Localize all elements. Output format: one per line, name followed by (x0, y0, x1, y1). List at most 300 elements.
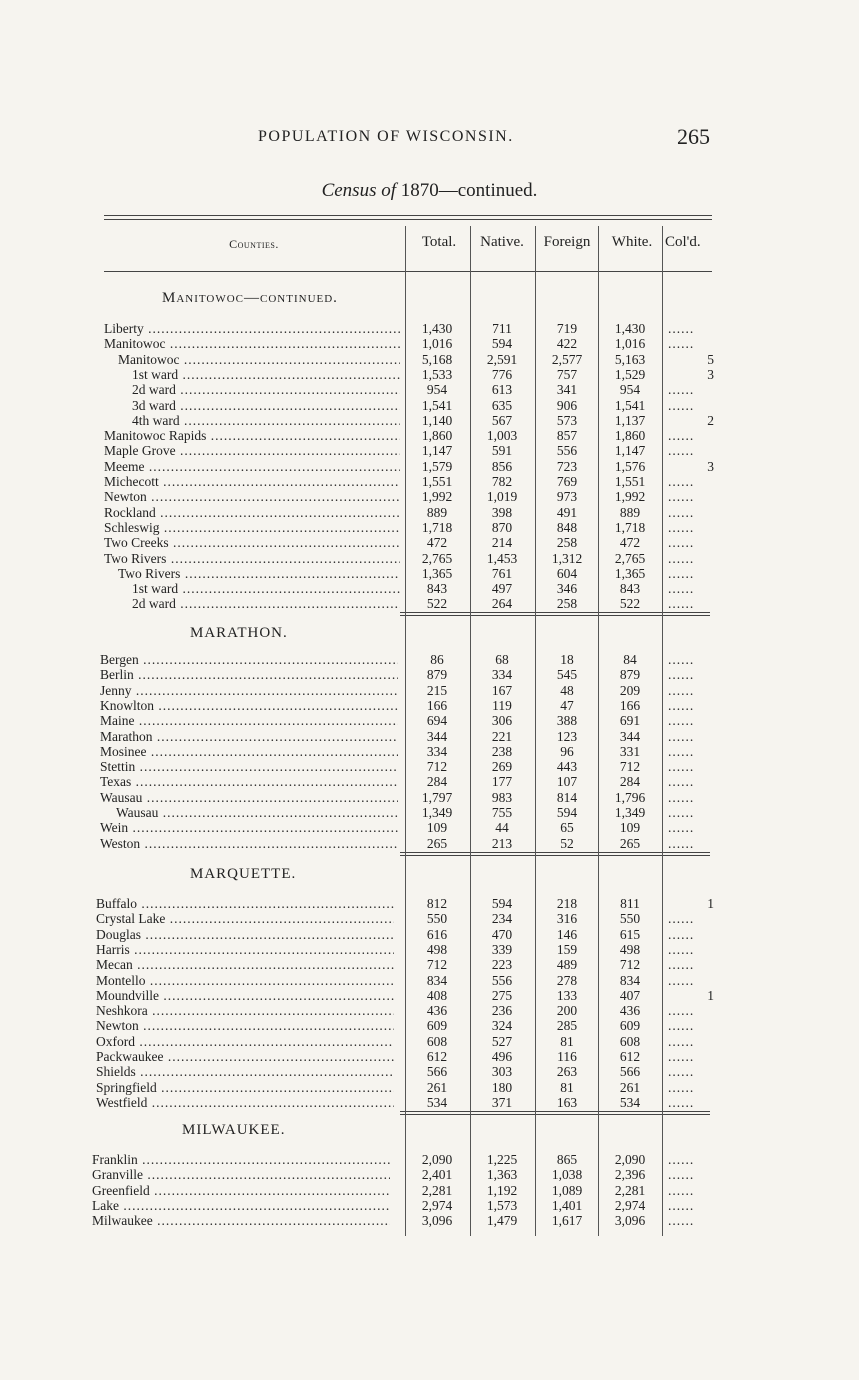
cell-colored: ...... (668, 835, 695, 851)
county-name: Westfield ..... (96, 1095, 394, 1110)
cell-native: 2,591 (486, 351, 518, 367)
page-header (0, 126, 859, 152)
table-row (0, 489, 859, 504)
col-header-total: Total. (421, 234, 457, 250)
cell-colored: ...... (668, 774, 695, 790)
section-divider (400, 855, 710, 856)
cell-colored: ...... (668, 397, 695, 413)
cell-total: 534 (426, 1094, 448, 1110)
table-row (0, 367, 859, 382)
table-row (0, 1198, 859, 1213)
cell-white: 811 (620, 896, 640, 911)
cell-total: 1,365 (421, 565, 453, 581)
cell-colored: ...... (668, 519, 695, 535)
table-row (0, 505, 859, 520)
cell-native: 1,573 (486, 1197, 518, 1213)
table-row (0, 805, 859, 820)
county-name: Two Rivers ..... (118, 566, 400, 581)
county-name: Buffalo ..... (96, 896, 394, 911)
cell-colored: ...... (668, 550, 695, 566)
county-name: Wausau ..... (100, 790, 398, 805)
cell-colored: ...... (668, 1064, 695, 1080)
cell-colored: 1 (707, 896, 714, 911)
county-name: 1st ward ..... (132, 367, 400, 382)
cell-total: 2,974 (421, 1197, 453, 1213)
table-row (0, 596, 859, 611)
table-top-rule (104, 215, 712, 220)
cell-total: 712 (426, 759, 448, 775)
cell-white: 498 (619, 941, 641, 957)
col-header-counties: Counties. (229, 237, 279, 251)
table-row (0, 957, 859, 972)
cell-white: 843 (619, 581, 641, 597)
cell-colored: ...... (668, 1018, 695, 1034)
cell-colored: ...... (668, 1003, 695, 1019)
county-name: Manitowoc Rapids ..... (104, 428, 400, 443)
county-name: Meeme ..... (104, 459, 400, 474)
cell-native: 591 (491, 443, 513, 459)
cell-colored: 3 (707, 366, 714, 382)
county-name: Lake ..... (92, 1198, 390, 1213)
cell-total: 498 (426, 941, 448, 957)
cell-native: 339 (491, 941, 513, 957)
cell-native: 44 (495, 820, 509, 836)
cell-white: 879 (619, 667, 641, 683)
cell-foreign: 757 (556, 366, 578, 382)
cell-foreign: 107 (556, 774, 578, 790)
column-rule (598, 226, 599, 1236)
cell-colored: 2 (707, 412, 714, 428)
county-name: Mosinee ..... (100, 744, 398, 759)
cell-white: 436 (619, 1003, 641, 1019)
cell-white: 1,016 (614, 336, 646, 352)
county-name: 3d ward ..... (132, 398, 400, 413)
cell-colored: ...... (668, 789, 695, 805)
cell-native: 236 (491, 1003, 513, 1019)
cell-native: 324 (491, 1018, 513, 1034)
cell-foreign: 545 (556, 667, 578, 683)
column-rule (405, 226, 406, 1236)
cell-foreign: 81 (560, 1079, 574, 1095)
cell-native: 856 (491, 458, 513, 474)
cell-native: 1,479 (486, 1213, 518, 1229)
cell-colored: ...... (668, 382, 695, 398)
county-name: Oxford ..... (96, 1034, 394, 1049)
cell-total: 261 (426, 1079, 448, 1095)
cell-total: 812 (426, 896, 448, 911)
table-row (0, 744, 859, 759)
cell-native: 275 (491, 987, 513, 1003)
cell-colored: ...... (668, 1213, 695, 1229)
cell-colored: ...... (668, 759, 695, 775)
county-name: Moundville ..... (96, 988, 394, 1003)
cell-foreign: 163 (556, 1094, 578, 1110)
cell-colored: ...... (668, 682, 695, 698)
cell-colored: ...... (668, 1094, 695, 1110)
cell-white: 84 (623, 652, 637, 667)
cell-native: 303 (491, 1064, 513, 1080)
cell-total: 408 (426, 987, 448, 1003)
cell-white: 2,974 (614, 1197, 646, 1213)
cell-white: 407 (619, 987, 641, 1003)
section-divider (400, 1114, 710, 1115)
county-name: Harris ..... (96, 942, 394, 957)
cell-colored: ...... (668, 652, 695, 667)
table-row (0, 927, 859, 942)
cell-colored: ...... (668, 972, 695, 988)
county-name: Newton ..... (104, 489, 400, 504)
cell-white: 1,992 (614, 489, 646, 505)
table-row (0, 428, 859, 443)
cell-total: 2,281 (421, 1182, 453, 1198)
table-row (0, 1213, 859, 1228)
cell-native: 398 (491, 504, 513, 520)
cell-foreign: 814 (556, 789, 578, 805)
cell-white: 534 (619, 1094, 641, 1110)
cell-total: 1,349 (421, 805, 453, 820)
cell-white: 2,090 (614, 1152, 646, 1167)
cell-native: 1,225 (486, 1152, 518, 1167)
cell-native: 870 (491, 519, 513, 535)
cell-colored: ...... (668, 596, 695, 612)
cell-total: 1,541 (421, 397, 453, 413)
cell-colored: ...... (668, 1152, 695, 1167)
cell-white: 1,430 (614, 321, 646, 336)
cell-colored: ...... (668, 1049, 695, 1064)
cell-white: 1,147 (614, 443, 646, 459)
cell-total: 1,147 (421, 443, 453, 459)
cell-total: 86 (430, 652, 444, 667)
cell-white: 712 (619, 759, 641, 775)
county-name: Manitowoc ..... (118, 352, 400, 367)
cell-total: 834 (426, 972, 448, 988)
county-name: Wein ..... (100, 820, 398, 835)
county-name: Jenny ..... (100, 683, 398, 698)
section-title: MILWAUKEE. (182, 1122, 286, 1138)
cell-white: 3,096 (614, 1213, 646, 1229)
cell-white: 1,137 (614, 412, 646, 428)
cell-foreign: 422 (556, 336, 578, 352)
table-caption (0, 180, 859, 202)
cell-colored: ...... (668, 820, 695, 836)
cell-white: 608 (619, 1033, 641, 1049)
cell-foreign: 218 (556, 896, 578, 911)
cell-total: 215 (426, 682, 448, 698)
cell-foreign: 285 (556, 1018, 578, 1034)
cell-colored: ...... (668, 336, 695, 352)
county-name: Berlin ..... (100, 667, 398, 682)
cell-total: 436 (426, 1003, 448, 1019)
county-name: Maine ..... (100, 713, 398, 728)
cell-colored: ...... (668, 713, 695, 729)
table-row (0, 1167, 859, 1182)
cell-native: 567 (491, 412, 513, 428)
cell-foreign: 865 (556, 1152, 578, 1167)
county-name: Weston ..... (100, 836, 398, 851)
table-row (0, 1183, 859, 1198)
cell-colored: ...... (668, 805, 695, 820)
cell-white: 1,718 (614, 519, 646, 535)
cell-white: 712 (619, 957, 641, 973)
cell-native: 782 (491, 474, 513, 489)
cell-white: 834 (619, 972, 641, 988)
cell-foreign: 491 (556, 504, 578, 520)
cell-total: 1,579 (421, 458, 453, 474)
cell-native: 238 (491, 743, 513, 759)
cell-native: 983 (491, 789, 513, 805)
cell-foreign: 594 (556, 805, 578, 820)
cell-native: 497 (491, 581, 513, 597)
table-row (0, 698, 859, 713)
county-name: Springfield ..... (96, 1080, 394, 1095)
cell-colored: ...... (668, 565, 695, 581)
table-row (0, 382, 859, 397)
cell-total: 1,430 (421, 321, 453, 336)
cell-foreign: 1,617 (551, 1213, 583, 1229)
table-row (0, 1095, 859, 1110)
section-divider (400, 852, 710, 853)
table-row (0, 713, 859, 728)
cell-native: 496 (491, 1049, 513, 1064)
cell-colored: ...... (668, 1167, 695, 1183)
cell-white: 2,396 (614, 1167, 646, 1183)
cell-native: 214 (491, 535, 513, 551)
cell-native: 755 (491, 805, 513, 820)
caption-rest: 1870—continued. (396, 180, 538, 201)
cell-total: 566 (426, 1064, 448, 1080)
cell-native: 221 (491, 728, 513, 744)
cell-foreign: 146 (556, 926, 578, 942)
cell-native: 371 (491, 1094, 513, 1110)
cell-native: 1,363 (486, 1167, 518, 1183)
county-name: Bergen ..... (100, 652, 398, 667)
cell-colored: ...... (668, 697, 695, 713)
table-row (0, 443, 859, 458)
section-divider (400, 612, 710, 613)
cell-foreign: 1,038 (551, 1167, 583, 1183)
cell-native: 635 (491, 397, 513, 413)
cell-white: 344 (619, 728, 641, 744)
cell-foreign: 489 (556, 957, 578, 973)
cell-white: 691 (619, 713, 641, 729)
table-row (0, 988, 859, 1003)
cell-foreign: 65 (560, 820, 574, 836)
cell-foreign: 388 (556, 713, 578, 729)
cell-total: 334 (426, 743, 448, 759)
county-name: Two Rivers ..... (104, 551, 400, 566)
cell-white: 209 (619, 682, 641, 698)
table-row (0, 836, 859, 851)
cell-total: 2,765 (421, 550, 453, 566)
cell-white: 265 (619, 835, 641, 851)
cell-white: 5,163 (614, 351, 646, 367)
section-title: MARQUETTE. (190, 866, 297, 882)
cell-colored: ...... (668, 941, 695, 957)
cell-total: 889 (426, 504, 448, 520)
column-rule (535, 226, 536, 1236)
cell-colored: ...... (668, 581, 695, 597)
table-row (0, 352, 859, 367)
cell-total: 1,797 (421, 789, 453, 805)
county-name: Manitowoc ..... (104, 336, 400, 351)
table-row (0, 759, 859, 774)
table-row (0, 336, 859, 351)
cell-white: 472 (619, 535, 641, 551)
cell-native: 1,019 (486, 489, 518, 505)
table-row (0, 820, 859, 835)
cell-white: 1,796 (614, 789, 646, 805)
cell-colored: 3 (707, 458, 714, 474)
cell-total: 109 (426, 820, 448, 836)
county-name: Shields ..... (96, 1064, 394, 1079)
cell-native: 470 (491, 926, 513, 942)
cell-foreign: 723 (556, 458, 578, 474)
table-row (0, 683, 859, 698)
cell-total: 694 (426, 713, 448, 729)
cell-white: 566 (619, 1064, 641, 1080)
table-row (0, 973, 859, 988)
cell-white: 284 (619, 774, 641, 790)
cell-white: 550 (619, 911, 641, 927)
county-name: Granville ..... (92, 1167, 390, 1182)
county-name: Newton ..... (96, 1018, 394, 1033)
table-row (0, 551, 859, 566)
cell-white: 261 (619, 1079, 641, 1095)
cell-total: 550 (426, 911, 448, 927)
cell-total: 1,718 (421, 519, 453, 535)
cell-native: 234 (491, 911, 513, 927)
cell-total: 166 (426, 697, 448, 713)
county-name: Michecott ..... (104, 474, 400, 489)
county-name: Montello ..... (96, 973, 394, 988)
cell-foreign: 258 (556, 535, 578, 551)
caption-italic: Census of (321, 180, 396, 201)
cell-foreign: 573 (556, 412, 578, 428)
table-row (0, 896, 859, 911)
cell-white: 1,529 (614, 366, 646, 382)
col-header-native: Native. (480, 234, 524, 250)
cell-native: 594 (491, 896, 513, 911)
cell-foreign: 443 (556, 759, 578, 775)
cell-white: 109 (619, 820, 641, 836)
cell-native: 1,453 (486, 550, 518, 566)
cell-foreign: 123 (556, 728, 578, 744)
cell-white: 522 (619, 596, 641, 612)
cell-native: 776 (491, 366, 513, 382)
cell-total: 612 (426, 1049, 448, 1064)
table-row (0, 774, 859, 789)
cell-white: 889 (619, 504, 641, 520)
cell-white: 1,541 (614, 397, 646, 413)
cell-foreign: 346 (556, 581, 578, 597)
cell-foreign: 133 (556, 987, 578, 1003)
cell-native: 180 (491, 1079, 513, 1095)
cell-white: 1,576 (614, 458, 646, 474)
cell-total: 265 (426, 835, 448, 851)
table-row (0, 667, 859, 682)
cell-native: 1,003 (486, 428, 518, 444)
cell-total: 344 (426, 728, 448, 744)
cell-total: 1,551 (421, 474, 453, 489)
cell-total: 2,401 (421, 1167, 453, 1183)
cell-foreign: 258 (556, 596, 578, 612)
cell-foreign: 906 (556, 397, 578, 413)
column-rule (662, 226, 663, 1236)
cell-native: 264 (491, 596, 513, 612)
county-name: 2d ward ..... (132, 382, 400, 397)
county-name: Marathon ..... (100, 729, 398, 744)
cell-total: 1,140 (421, 412, 453, 428)
cell-white: 1,365 (614, 565, 646, 581)
county-name: Texas ..... (100, 774, 398, 789)
cell-native: 167 (491, 682, 513, 698)
cell-total: 2,090 (421, 1152, 453, 1167)
cell-total: 712 (426, 957, 448, 973)
table-row (0, 1080, 859, 1095)
cell-foreign: 2,577 (551, 351, 583, 367)
page-number: 265 (677, 124, 710, 149)
cell-total: 1,533 (421, 366, 453, 382)
cell-foreign: 857 (556, 428, 578, 444)
county-name: 4th ward ..... (132, 413, 400, 428)
column-rule (470, 226, 471, 1236)
cell-native: 711 (492, 321, 512, 336)
cell-foreign: 278 (556, 972, 578, 988)
cell-colored: ...... (668, 667, 695, 683)
cell-colored: ...... (668, 957, 695, 973)
cell-colored: ...... (668, 1197, 695, 1213)
col-header-foreign: Foreign (543, 234, 591, 250)
cell-total: 1,992 (421, 489, 453, 505)
table-row (0, 321, 859, 336)
cell-colored: ...... (668, 911, 695, 927)
cell-native: 177 (491, 774, 513, 790)
cell-white: 1,860 (614, 428, 646, 444)
table-row (0, 413, 859, 428)
cell-native: 213 (491, 835, 513, 851)
cell-foreign: 159 (556, 941, 578, 957)
header-bottom-rule (104, 271, 712, 272)
cell-white: 2,765 (614, 550, 646, 566)
table-row (0, 942, 859, 957)
cell-colored: ...... (668, 443, 695, 459)
cell-white: 609 (619, 1018, 641, 1034)
cell-colored: ...... (668, 321, 695, 336)
cell-native: 119 (492, 697, 512, 713)
col-header-white: White. (611, 234, 653, 250)
cell-native: 761 (491, 565, 513, 581)
cell-total: 954 (426, 382, 448, 398)
table-row (0, 459, 859, 474)
county-name: Milwaukee ..... (92, 1213, 390, 1228)
county-name: 1st ward ..... (132, 581, 400, 596)
table-row (0, 729, 859, 744)
county-name: Two Creeks ..... (104, 535, 400, 550)
cell-native: 269 (491, 759, 513, 775)
cell-foreign: 769 (556, 474, 578, 489)
cell-colored: ...... (668, 1182, 695, 1198)
table-row (0, 1018, 859, 1033)
table-row (0, 474, 859, 489)
cell-foreign: 116 (557, 1049, 577, 1064)
county-name: Greenfield ..... (92, 1183, 390, 1198)
running-title: POPULATION OF WISCONSIN. (258, 128, 514, 145)
table-row (0, 1049, 859, 1064)
cell-total: 608 (426, 1033, 448, 1049)
table-row (0, 520, 859, 535)
cell-colored: ...... (668, 1079, 695, 1095)
cell-total: 609 (426, 1018, 448, 1034)
